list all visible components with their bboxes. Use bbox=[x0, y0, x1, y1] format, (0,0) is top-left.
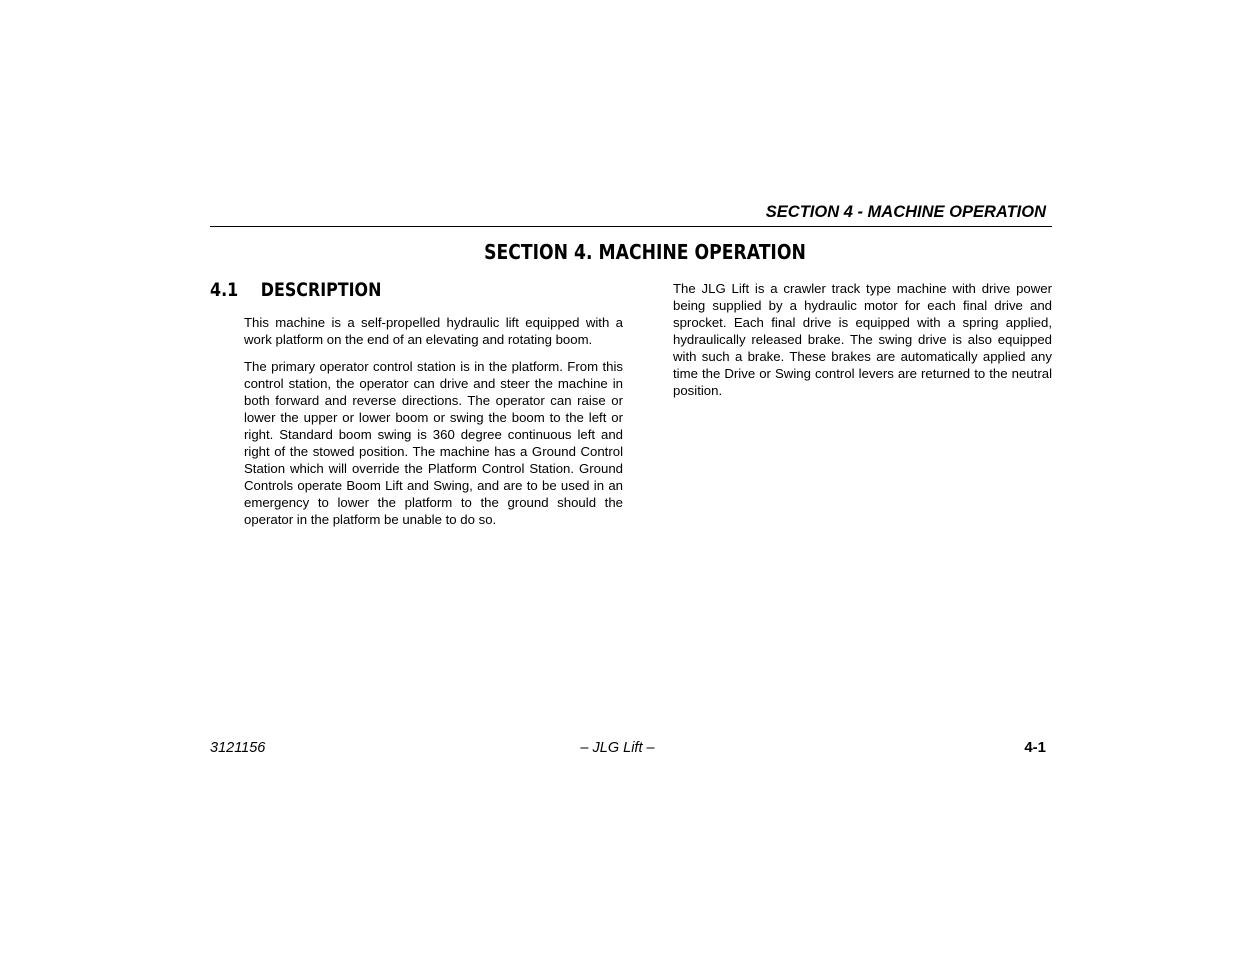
running-head: SECTION 4 - MACHINE OPERATION bbox=[765, 203, 1046, 221]
subsection-number: 4.1 bbox=[210, 280, 239, 301]
header-rule bbox=[210, 226, 1052, 227]
subsection-title: DESCRIPTION bbox=[260, 280, 382, 301]
footer-page-number: 4-1 bbox=[1024, 739, 1046, 756]
paragraph-control-station: The primary operator control station is in the platform. From this control station, the operator can drive and steer the machine in both forward and reverse directions. The operator can raise or lower the upper or lower boom or swing the boom to the left or right. Standard boom swing is 360 degree continuous left and right of the stowed position. The machine has a Ground Control Station which will override the Platform Control Station. Ground Controls operate Boom Lift and Swing, and are to be used in an emergency to lower the platform to the ground should the operator in the platform be unable to do so. bbox=[244, 359, 623, 528]
paragraph-drive-brakes: The JLG Lift is a crawler track type machine with drive power being supplied by a hydraulic motor for each final drive and sprocket. Each final drive is equipped with a spring applied, hydraulically released brake. The swing drive is also equipped with such a brake. These brakes are automatically applied any time the Drive or Swing control levers are returned to the neutral position. bbox=[673, 281, 1052, 399]
section-title: SECTION 4. MACHINE OPERATION bbox=[484, 240, 806, 264]
footer-doc-number: 3121156 bbox=[210, 740, 266, 756]
subsection-heading bbox=[210, 278, 381, 304]
paragraph-intro: This machine is a self-propelled hydraulic lift equipped with a work platform on the end of an elevating and rotating boom. bbox=[244, 315, 623, 348]
footer-center-text: – JLG Lift – bbox=[580, 740, 655, 756]
